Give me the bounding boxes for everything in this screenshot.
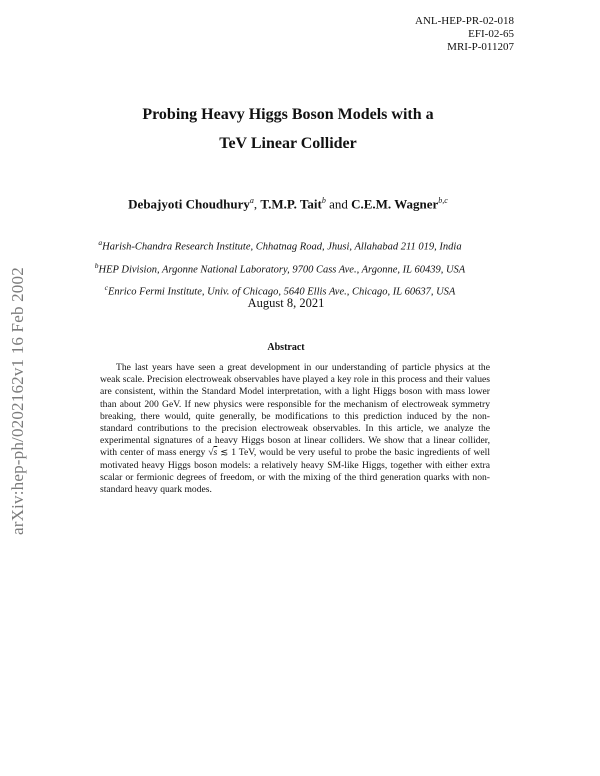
affiliation-mark: c — [104, 283, 108, 292]
abstract-text-end: , would be very useful to probe the basic ingredients of well motivated heavy Higgs boson models: a relatively heavy SM-like Higgs, together with either extra scalar or fermionic degrees of freedom, or with the mixing of the third generation quarks with non-standard heavy quark modes. — [100, 447, 490, 496]
affiliation-text: Enrico Fermi Institute, Univ. of Chicago, 5640 Ellis Ave., Chicago, IL 60637, USA — [107, 286, 456, 298]
author-affiliation-mark: a — [249, 196, 254, 205]
author-separator: and — [325, 196, 352, 212]
report-number-mri: MRI-P-011207 — [447, 41, 514, 53]
report-numbers — [415, 15, 514, 54]
abstract-heading: Abstract — [267, 342, 305, 353]
affiliation-text: Harish-Chandra Research Institute, Chhatnag Road, Jhusi, Allahabad 211 019, India — [102, 241, 462, 253]
affiliation-mark: a — [98, 238, 103, 247]
author-name: T.M.P. Tait — [260, 196, 322, 212]
abstract-body — [100, 362, 490, 496]
author-list — [0, 196, 576, 212]
affiliation-item — [0, 257, 560, 280]
energy-variable: s — [213, 447, 218, 459]
author-name: C.E.M. Wagner — [351, 196, 439, 212]
report-number-efi: EFI-02-65 — [468, 28, 514, 40]
sqrt-symbol: √ — [208, 447, 214, 459]
affiliation-item — [0, 234, 560, 257]
title-line-2: TeV Linear Collider — [219, 135, 357, 152]
author-affiliation-mark: b,c — [438, 196, 448, 205]
author-affiliation-mark: b — [321, 196, 326, 205]
energy-bound: ≲ 1 TeV — [217, 447, 254, 459]
paper-title — [0, 100, 576, 158]
author-separator: , — [253, 196, 261, 212]
paper-date: August 8, 2021 — [247, 296, 325, 310]
affiliation-mark: b — [94, 260, 99, 270]
abstract-text-start: The last years have seen a great development in our understanding of particle physics at the weak scale. Precision electroweak observables have played a key role in this process and their values are consistent, within the Standard Model interpretation, with a light Higgs boson with mass lower than about 200 GeV. If new physics were responsible for the mechanism of electroweak symmetry breaking, there would, quite generally, be modifications to this prediction induced by the non-standard contributions to the precision electroweak observables. In this article, we analyze the experimental signatures of a heavy Higgs boson at linear colliders. We show that a linear collider, with center of mass energy — [100, 362, 490, 459]
author-name: Debajyoti Choudhury — [128, 196, 250, 212]
report-number-anl: ANL-HEP-PR-02-018 — [415, 15, 514, 27]
arxiv-stamp: arXiv:hep-ph/0202162v1 16 Feb 2002 — [8, 267, 27, 535]
title-line-1: Probing Heavy Higgs Boson Models with a — [142, 106, 434, 123]
affiliation-text: HEP Division, Argonne National Laboratory, 9700 Cass Ave., Argonne, IL 60439, USA — [98, 264, 466, 275]
affiliation-list — [0, 234, 560, 302]
